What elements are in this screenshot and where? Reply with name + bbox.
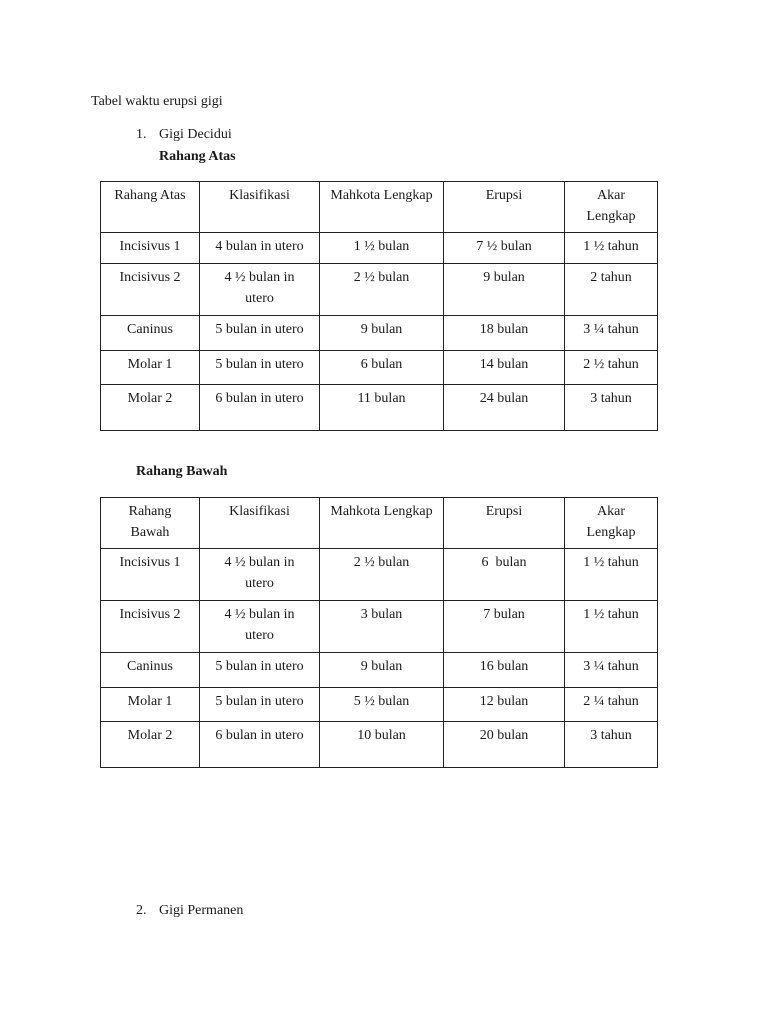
- table-cell: Molar 2: [101, 385, 200, 431]
- table-cell: Molar 2: [101, 722, 200, 768]
- table-row: [101, 264, 658, 316]
- table-cell: 1 ½ tahun: [565, 601, 658, 653]
- heading-rahang-bawah: Rahang Bawah: [136, 464, 228, 479]
- table-cell: 1 ½ tahun: [565, 233, 658, 264]
- header-cell: Klasifikasi: [200, 498, 320, 549]
- table-cell: Molar 1: [101, 688, 200, 722]
- table-cell: 24 bulan: [444, 385, 565, 431]
- table-cell: 3 ¼ tahun: [565, 316, 658, 351]
- table-cell: Molar 1: [101, 351, 200, 385]
- table-cell: 2 ½ bulan: [320, 549, 444, 601]
- table-cell: Incisivus 1: [101, 549, 200, 601]
- table-rahang-bawah: [100, 497, 658, 768]
- table-cell: 1 ½ tahun: [565, 549, 658, 601]
- list-number-2: 2.: [136, 903, 147, 918]
- table-cell: 4 bulan in utero: [200, 233, 320, 264]
- table-cell: 7 ½ bulan: [444, 233, 565, 264]
- table-cell: 5 bulan in utero: [200, 653, 320, 688]
- table-cell: 6 bulan: [320, 351, 444, 385]
- table-cell: 3 bulan: [320, 601, 444, 653]
- table-cell: 16 bulan: [444, 653, 565, 688]
- table-cell: 12 bulan: [444, 688, 565, 722]
- table-header-row: [101, 182, 658, 233]
- table-cell: 6 bulan in utero: [200, 722, 320, 768]
- list-number-1: 1.: [136, 127, 147, 142]
- table-row: [101, 316, 658, 351]
- table-row: [101, 233, 658, 264]
- table-cell: Caninus: [101, 653, 200, 688]
- table-cell: 3 tahun: [565, 722, 658, 768]
- table-cell: Incisivus 2: [101, 601, 200, 653]
- table-cell: Caninus: [101, 316, 200, 351]
- table-cell: 4 ½ bulan in utero: [200, 264, 320, 316]
- table-cell: 3 tahun: [565, 385, 658, 431]
- table-header-row: [101, 498, 658, 549]
- table-cell: 2 ¼ tahun: [565, 688, 658, 722]
- document-title: Tabel waktu erupsi gigi: [91, 94, 223, 109]
- header-cell: Akar Lengkap: [565, 498, 658, 549]
- header-cell: Rahang Atas: [101, 182, 200, 233]
- table-cell: 9 bulan: [444, 264, 565, 316]
- table-cell: 7 bulan: [444, 601, 565, 653]
- table-row: [101, 601, 658, 653]
- table-cell: 2 tahun: [565, 264, 658, 316]
- table-cell: 9 bulan: [320, 316, 444, 351]
- table-cell: 2 ½ tahun: [565, 351, 658, 385]
- table-cell: 20 bulan: [444, 722, 565, 768]
- header-cell: Mahkota Lengkap: [320, 182, 444, 233]
- table-cell: Incisivus 1: [101, 233, 200, 264]
- header-cell: Rahang Bawah: [101, 498, 200, 549]
- header-cell: Mahkota Lengkap: [320, 498, 444, 549]
- table-row: [101, 688, 658, 722]
- table-cell: 5 bulan in utero: [200, 688, 320, 722]
- heading-rahang-atas: Rahang Atas: [159, 149, 236, 164]
- table-cell: 3 ¼ tahun: [565, 653, 658, 688]
- header-cell: Klasifikasi: [200, 182, 320, 233]
- table-cell: 10 bulan: [320, 722, 444, 768]
- table-cell: 5 bulan in utero: [200, 351, 320, 385]
- header-cell: Akar Lengkap: [565, 182, 658, 233]
- table-cell: 4 ½ bulan in utero: [200, 601, 320, 653]
- table-row: [101, 653, 658, 688]
- table-rahang-atas: [100, 181, 658, 431]
- table-cell: Incisivus 2: [101, 264, 200, 316]
- table-cell: 6 bulan in utero: [200, 385, 320, 431]
- table-row: [101, 722, 658, 768]
- list-item-gigi-permanen: Gigi Permanen: [159, 903, 244, 918]
- table-cell: 2 ½ bulan: [320, 264, 444, 316]
- table-cell: 5 bulan in utero: [200, 316, 320, 351]
- table-cell: 1 ½ bulan: [320, 233, 444, 264]
- table-row: [101, 549, 658, 601]
- table-cell: 11 bulan: [320, 385, 444, 431]
- table-cell: 18 bulan: [444, 316, 565, 351]
- table-cell: 14 bulan: [444, 351, 565, 385]
- table-cell: 4 ½ bulan in utero: [200, 549, 320, 601]
- header-cell: Erupsi: [444, 182, 565, 233]
- list-item-gigi-decidui: Gigi Decidui: [159, 127, 232, 142]
- table-cell: 6 bulan: [444, 549, 565, 601]
- header-cell: Erupsi: [444, 498, 565, 549]
- table-row: [101, 351, 658, 385]
- table-cell: 5 ½ bulan: [320, 688, 444, 722]
- table-cell: 9 bulan: [320, 653, 444, 688]
- table-row: [101, 385, 658, 431]
